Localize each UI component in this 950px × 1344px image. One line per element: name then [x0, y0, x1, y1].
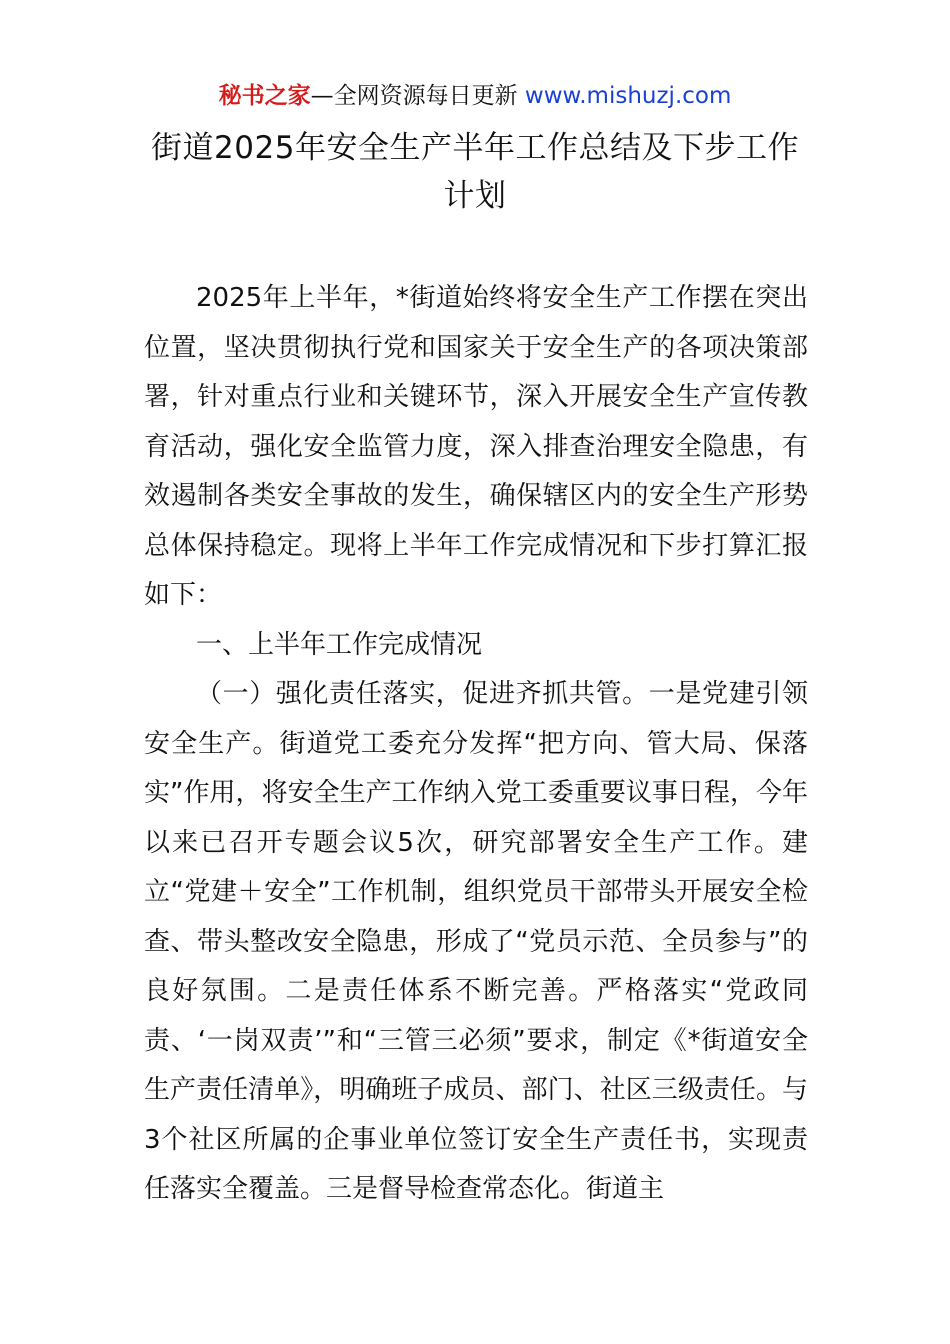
brand-name: 秘书之家: [218, 83, 311, 109]
site-header: [0, 80, 950, 112]
intro-paragraph: 2025年上半年，*街道始终将安全生产工作摆在突出位置，坚决贯彻执行党和国家关于安全生产的各项决策部署，针对重点行业和关键环节，深入开展安全生产宣传教育活动，强化安全监管力度，深入排查治理安全隐患，有效遏制各类安全事故的发生，确保辖区内的安全生产形势总体保持稳定。现将上半年工作完成情况和下步打算汇报如下：: [144, 283, 808, 610]
header-tagline: —全网资源每日更新: [310, 83, 525, 109]
section-heading: 一、上半年工作完成情况: [196, 629, 483, 660]
body-paragraph: （一）强化责任落实，促进齐抓共管。一是党建引领安全生产。街道党工委充分发挥“把方向、管大局、保落实”作用，将安全生产工作纳入党工委重要议事日程，今年以来已召开专题会议5次，研究部署安全生产工作。建立“党建＋安全”工作机制，组织党员干部带头开展安全检查、带头整改安全隐患，形成了“党员示范、全员参与”的良好氛围。二是责任体系不断完善。严格落实“党政同责、‘一岗双责’”和“三管三必须”要求，制定《*街道安全生产责任清单》，明确班子成员、部门、社区三级责任。与3个社区所属的企事业单位签订安全生产责任书，实现责任落实全覆盖。三是督导检查常态化。街道主: [144, 679, 808, 1204]
document-title: 街道2025年安全生产半年工作总结及下步工作计划: [151, 130, 799, 214]
site-url-link[interactable]: www.mishuzj.com: [524, 83, 732, 109]
document-body: [144, 274, 808, 1215]
